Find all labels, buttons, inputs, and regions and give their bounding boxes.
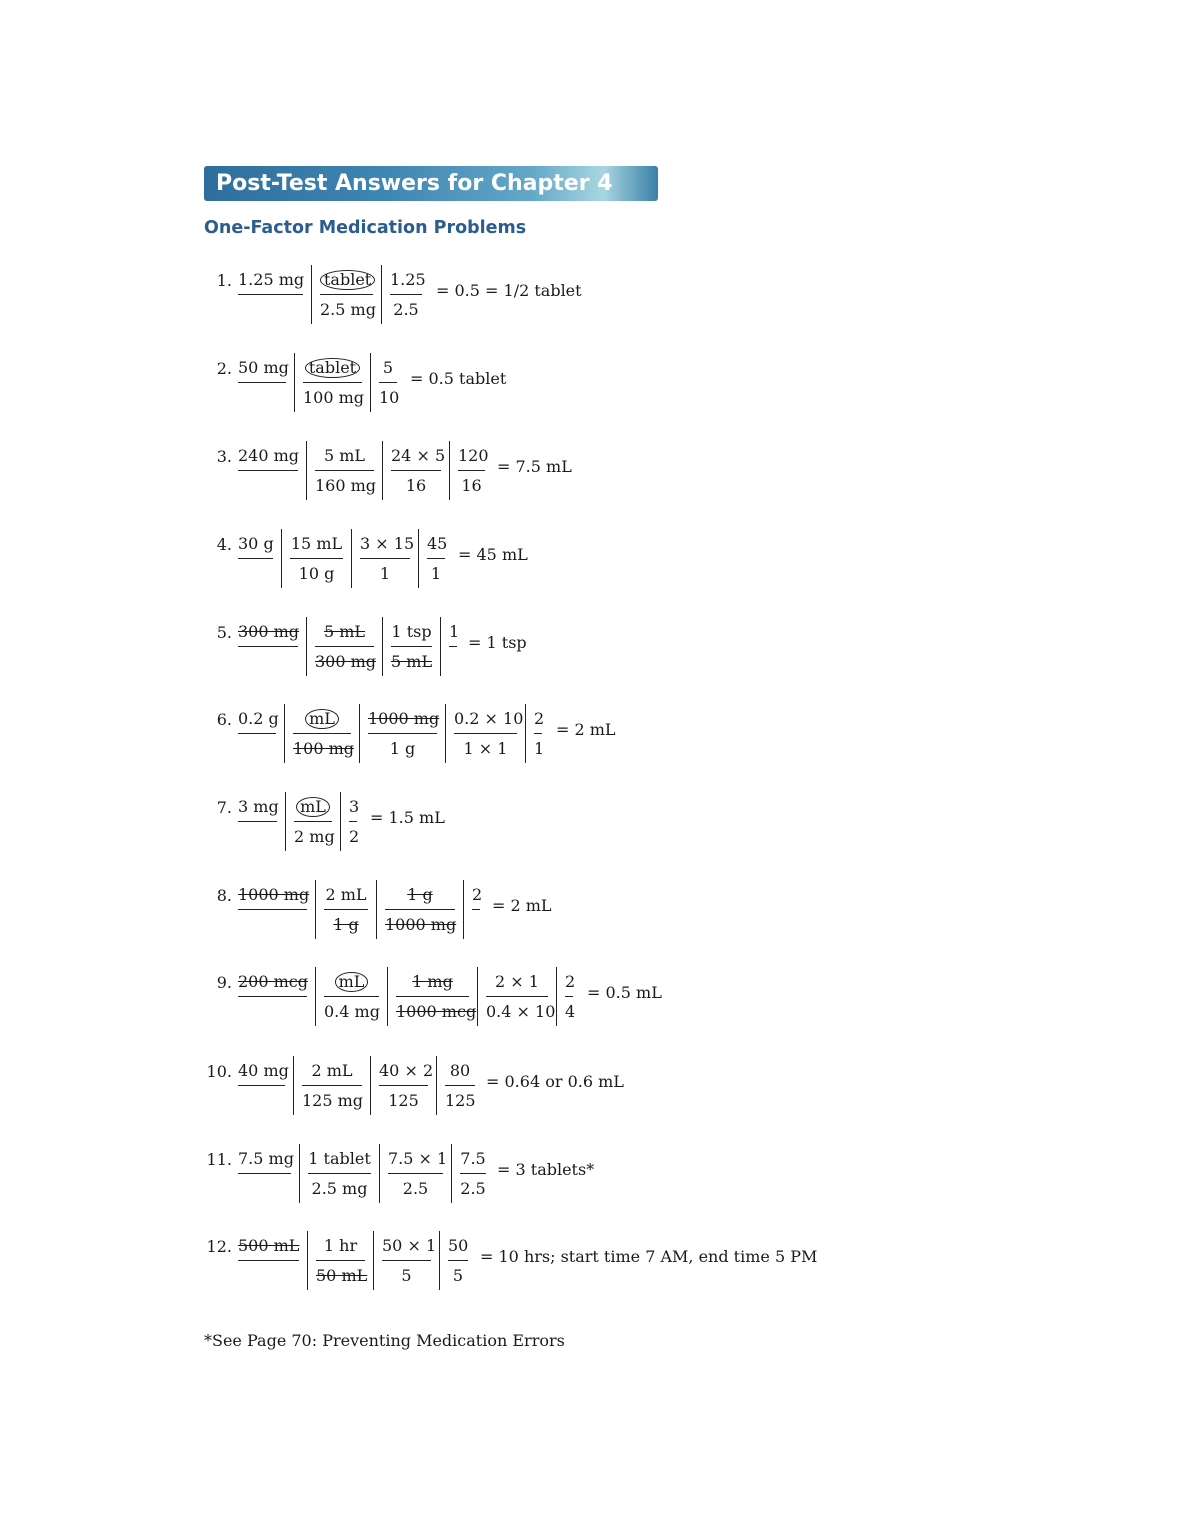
frac-bottom: 2.5 mg — [311, 1179, 368, 1198]
problem-result: = 0.64 or 0.6 mL — [486, 1072, 624, 1091]
frac-bottom: 5 — [452, 1266, 464, 1285]
problem-11 — [0, 1144, 1200, 1208]
problem-1 — [0, 265, 1200, 329]
problem-result: = 0.5 = 1/2 tablet — [436, 281, 582, 300]
frac-top: 5 mL — [323, 622, 366, 641]
frac-top: 0.2 g — [238, 709, 279, 728]
problem-number: 12. — [206, 1237, 232, 1256]
frac-top: 3 × 15 — [360, 529, 410, 559]
problem-5 — [0, 617, 1200, 681]
frac-top: mL — [335, 972, 369, 992]
fraction-grid — [235, 1231, 476, 1290]
frac-top: 1 — [449, 617, 457, 647]
frac-top: 24 × 5 — [391, 441, 441, 471]
frac-top: 5 — [379, 353, 397, 383]
frac-top: 1 mg — [412, 972, 453, 991]
frac-top: 30 g — [238, 534, 274, 553]
frac-bottom: 100 mg — [303, 388, 365, 407]
problem-2 — [0, 353, 1200, 417]
problem-result: = 1 tsp — [468, 633, 527, 652]
frac-bottom: 2 — [349, 827, 360, 846]
frac-top: 40 × 2 — [379, 1056, 428, 1086]
frac-bottom: 125 mg — [302, 1091, 364, 1110]
frac-top: 1 hr — [323, 1236, 358, 1255]
problem-12 — [0, 1231, 1200, 1295]
frac-bottom: 0.4 × 10 — [486, 1002, 556, 1021]
fraction-grid — [235, 441, 493, 500]
frac-bottom: 5 — [401, 1266, 412, 1285]
frac-top: 1 g — [407, 885, 433, 904]
problem-number: 6. — [216, 710, 232, 729]
frac-bottom: 300 mg — [315, 652, 377, 671]
frac-top: 1.25 — [390, 265, 422, 295]
problem-number: 5. — [216, 623, 232, 642]
frac-bottom — [472, 910, 480, 939]
problem-result: = 7.5 mL — [497, 457, 572, 476]
frac-top: mL — [296, 797, 330, 817]
problem-number: 11. — [206, 1150, 232, 1169]
frac-top: 80 — [445, 1056, 475, 1086]
frac-bottom: 2.5 — [460, 1179, 486, 1198]
problem-10 — [0, 1056, 1200, 1120]
frac-top: 2 — [565, 967, 573, 997]
frac-top: 0.2 × 10 — [454, 704, 517, 734]
frac-bottom: 125 — [445, 1091, 476, 1110]
title-banner — [204, 166, 658, 201]
fraction-grid — [235, 1144, 494, 1203]
problem-number: 2. — [216, 359, 232, 378]
frac-top: 50 — [448, 1231, 468, 1261]
fraction-grid — [235, 1056, 483, 1115]
frac-bottom: 2.5 mg — [320, 300, 376, 319]
problem-number: 3. — [216, 447, 232, 466]
frac-bottom: 16 — [461, 476, 482, 495]
fraction-grid — [235, 265, 430, 324]
frac-top: 120 — [458, 441, 485, 471]
frac-bottom: 2 mg — [294, 827, 335, 846]
problem-number: 1. — [216, 271, 232, 290]
frac-bottom: 0.4 mg — [324, 1002, 380, 1021]
fraction-grid — [235, 617, 465, 676]
frac-bottom: 2.5 — [393, 300, 419, 319]
frac-top: 1000 mg — [238, 885, 310, 904]
problem-6 — [0, 704, 1200, 768]
problem-number: 4. — [216, 535, 232, 554]
frac-top: 45 — [427, 529, 445, 559]
problem-result: = 45 mL — [458, 545, 528, 564]
fraction-grid — [235, 704, 550, 763]
frac-top: tablet — [320, 270, 375, 290]
frac-bottom: 100 mg — [293, 739, 355, 758]
frac-top: tablet — [305, 358, 360, 378]
frac-bottom: 1000 mcg — [396, 1002, 477, 1021]
fraction-grid — [235, 529, 453, 588]
problem-result: = 0.5 mL — [587, 983, 662, 1002]
page-title: Post-Test Answers for Chapter 4 — [216, 171, 613, 196]
fraction-grid — [235, 967, 581, 1026]
frac-bottom: 10 g — [298, 564, 335, 583]
problem-number: 10. — [206, 1062, 232, 1081]
frac-top: 1.25 mg — [238, 270, 305, 289]
frac-bottom: 50 mL — [316, 1266, 368, 1285]
problem-8 — [0, 880, 1200, 944]
problem-result: = 10 hrs; start time 7 AM, end time 5 PM — [480, 1247, 818, 1266]
section-subtitle: One-Factor Medication Problems — [204, 218, 527, 238]
frac-top: 1 tablet — [308, 1149, 371, 1168]
frac-top: 7.5 — [460, 1144, 486, 1174]
frac-top: 1 tsp — [391, 617, 432, 647]
frac-bottom: 1 g — [333, 915, 359, 934]
frac-bottom: 5 mL — [391, 652, 433, 671]
problem-number: 9. — [216, 973, 232, 992]
problem-number: 8. — [216, 886, 232, 905]
footnote: *See Page 70: Preventing Medication Errors — [204, 1331, 565, 1350]
frac-top: 240 mg — [238, 446, 300, 465]
frac-top: 15 mL — [290, 534, 343, 553]
frac-top: 5 mL — [323, 446, 366, 465]
problem-9 — [0, 967, 1200, 1031]
problem-result: = 0.5 tablet — [410, 369, 507, 388]
frac-top: 2 mL — [325, 885, 367, 904]
frac-bottom: 1000 mg — [385, 915, 457, 934]
fraction-grid — [235, 353, 405, 412]
problem-result: = 3 tablets* — [497, 1160, 595, 1179]
problem-result: = 2 mL — [556, 720, 616, 739]
frac-top: 40 mg — [238, 1061, 289, 1080]
frac-top: 500 mL — [238, 1236, 300, 1255]
frac-top: 2 × 1 — [486, 967, 548, 997]
frac-top: 50 × 1 — [382, 1231, 431, 1261]
problem-number: 7. — [216, 798, 232, 817]
frac-bottom: 4 — [565, 1002, 576, 1021]
problem-3 — [0, 441, 1200, 505]
frac-bottom — [449, 647, 457, 676]
problem-result: = 1.5 mL — [370, 808, 445, 827]
frac-top: 1000 mg — [368, 709, 440, 728]
problem-4 — [0, 529, 1200, 593]
frac-top: 200 mcg — [238, 972, 308, 991]
frac-bottom: 125 — [388, 1091, 419, 1110]
frac-bottom: 1 g — [389, 739, 416, 758]
frac-bottom: 160 mg — [315, 476, 377, 495]
frac-top: 3 — [349, 792, 357, 822]
frac-bottom: 1 — [379, 564, 391, 583]
frac-top: 300 mg — [238, 622, 300, 641]
fraction-grid — [235, 792, 365, 851]
frac-bottom: 16 — [405, 476, 427, 495]
frac-bottom: 1 × 1 — [463, 739, 508, 758]
problem-result: = 2 mL — [492, 896, 552, 915]
frac-top: mL — [305, 709, 339, 729]
problem-7 — [0, 792, 1200, 856]
frac-bottom: 1 — [430, 564, 442, 583]
frac-top: 7.5 mg — [238, 1149, 294, 1168]
frac-top: 2 — [472, 880, 480, 910]
frac-top: 2 — [534, 704, 542, 734]
frac-top: 3 mg — [238, 797, 279, 816]
frac-bottom: 1 — [534, 739, 545, 758]
frac-top: 7.5 × 1 — [388, 1144, 443, 1174]
frac-bottom: 2.5 — [402, 1179, 429, 1198]
frac-top: 2 mL — [311, 1061, 353, 1080]
fraction-grid — [235, 880, 488, 939]
frac-top: 50 mg — [238, 358, 289, 377]
frac-bottom: 10 — [379, 388, 400, 407]
